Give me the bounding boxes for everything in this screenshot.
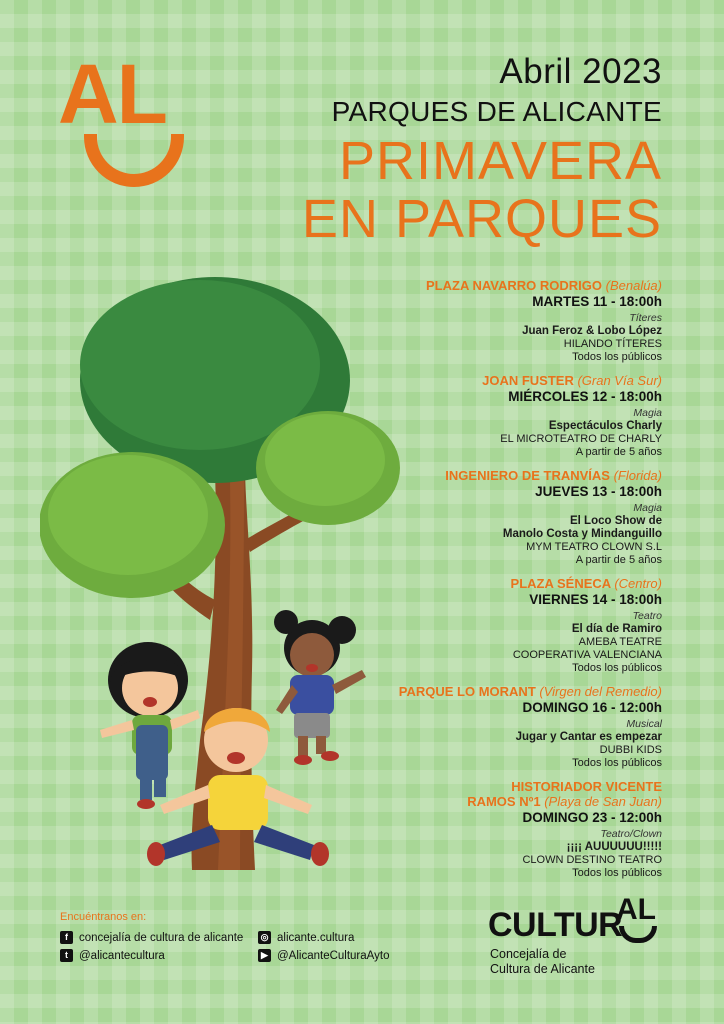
event-date: MARTES 11 - 18:00h: [532, 294, 662, 309]
cultura-al: AL: [616, 893, 656, 926]
header-month: Abril 2023: [499, 52, 662, 91]
header-title-line2: EN PARQUES: [301, 189, 662, 249]
event-audience: A partir de 5 años: [575, 554, 662, 566]
event-venue: [342, 278, 662, 293]
event-venue: [342, 468, 662, 483]
cultura-word: CULTUR: [488, 906, 623, 944]
event-category: Magia: [633, 502, 662, 514]
event-company: MYM TEATRO CLOWN S.L: [526, 541, 662, 553]
event-2: [342, 373, 662, 459]
event-show: El día de Ramiro: [571, 623, 662, 635]
youtube-link[interactable]: [258, 949, 389, 962]
cultura-subtitle: [490, 947, 595, 977]
event-audience: Todos los públicos: [572, 867, 662, 879]
venue-district: (Florida): [613, 468, 662, 483]
event-show: Espectáculos Charly: [548, 420, 662, 432]
event-date: JUEVES 13 - 18:00h: [535, 484, 662, 499]
event-venue: [342, 373, 662, 388]
event-show: Juan Feroz & Lobo López: [522, 325, 662, 337]
youtube-label: @AlicanteCulturaAyto: [277, 949, 390, 962]
events-list: [342, 278, 662, 889]
venue-name-line2: RAMOS Nº1: [467, 794, 541, 809]
venue-district: (Virgen del Remedio): [539, 684, 662, 699]
header-title-line1: PRIMAVERA: [338, 131, 662, 191]
event-venue: [342, 684, 662, 699]
event-category: Teatro/Clown: [600, 828, 662, 840]
instagram-icon: ◎: [258, 931, 271, 944]
event-category: Magia: [633, 407, 662, 419]
event-date: MIÉRCOLES 12 - 18:00h: [508, 389, 662, 404]
cultura-sub-line2: Cultura de Alicante: [490, 962, 595, 976]
event-company: HILANDO TÍTERES: [563, 338, 662, 350]
event-category: Títeres: [629, 312, 662, 324]
al-logo-letters: AL: [58, 47, 166, 141]
event-1: [342, 278, 662, 364]
event-show-line2: Manolo Costa y Mindanguillo: [502, 528, 662, 540]
youtube-icon: ▶: [258, 949, 271, 962]
venue-name: PLAZA NAVARRO RODRIGO: [426, 278, 602, 293]
event-audience: A partir de 5 años: [575, 446, 662, 458]
event-date: VIERNES 14 - 18:00h: [529, 592, 662, 607]
event-venue: HISTORIADOR VICENTE: [511, 779, 662, 794]
event-5: [342, 684, 662, 770]
venue-district: (Centro): [614, 576, 662, 591]
header-subtitle: PARQUES DE ALICANTE: [331, 96, 662, 127]
event-company: AMEBA TEATRE: [578, 636, 662, 648]
facebook-label: concejalía de cultura de alicante: [79, 931, 244, 944]
event-show: El Loco Show de: [569, 515, 662, 527]
event-3: [342, 468, 662, 567]
facebook-link[interactable]: [60, 931, 243, 944]
event-venue-line2: [342, 794, 662, 809]
event-venue: [342, 576, 662, 591]
venue-district: (Benalúa): [605, 278, 662, 293]
event-date: DOMINGO 23 - 12:00h: [522, 810, 662, 825]
footer-title: Encuéntranos en:: [60, 911, 147, 923]
event-audience: Todos los públicos: [572, 351, 662, 363]
event-show: ¡¡¡¡ AUUUUUU!!!!!: [566, 841, 662, 853]
cultura-smile: [619, 926, 657, 943]
venue-district: (Playa de San Juan): [544, 794, 662, 809]
twitter-icon: t: [60, 949, 73, 962]
event-audience: Todos los públicos: [572, 662, 662, 674]
event-category: Musical: [626, 718, 662, 730]
al-logo: [58, 47, 188, 187]
instagram-link[interactable]: [258, 931, 354, 944]
twitter-label: @alicantecultura: [79, 949, 165, 962]
cultura-sub-line1: Concejalía de: [490, 947, 567, 961]
event-4: [342, 576, 662, 675]
event-company: CLOWN DESTINO TEATRO: [522, 854, 662, 866]
event-show: Jugar y Cantar es empezar: [515, 731, 662, 743]
venue-name: INGENIERO DE TRANVÍAS: [445, 468, 610, 483]
event-date: DOMINGO 16 - 12:00h: [522, 700, 662, 715]
event-company-line2: COOPERATIVA VALENCIANA: [512, 649, 662, 661]
venue-name: PARQUE LO MORANT: [398, 684, 536, 699]
header-title: [302, 132, 662, 248]
facebook-icon: f: [60, 931, 73, 944]
event-audience: Todos los públicos: [572, 757, 662, 769]
twitter-link[interactable]: [60, 949, 165, 962]
venue-district: (Gran Vía Sur): [577, 373, 662, 388]
event-company: EL MICROTEATRO DE CHARLY: [500, 433, 662, 445]
venue-name: PLAZA SÉNECA: [510, 576, 611, 591]
event-company: DUBBI KIDS: [599, 744, 662, 756]
venue-name: JOAN FUSTER: [482, 373, 574, 388]
cultura-logo: [488, 893, 668, 983]
instagram-label: alicante.cultura: [277, 931, 355, 944]
al-logo-smile: [84, 134, 184, 187]
event-6: [342, 779, 662, 880]
event-category: Teatro: [632, 610, 662, 622]
